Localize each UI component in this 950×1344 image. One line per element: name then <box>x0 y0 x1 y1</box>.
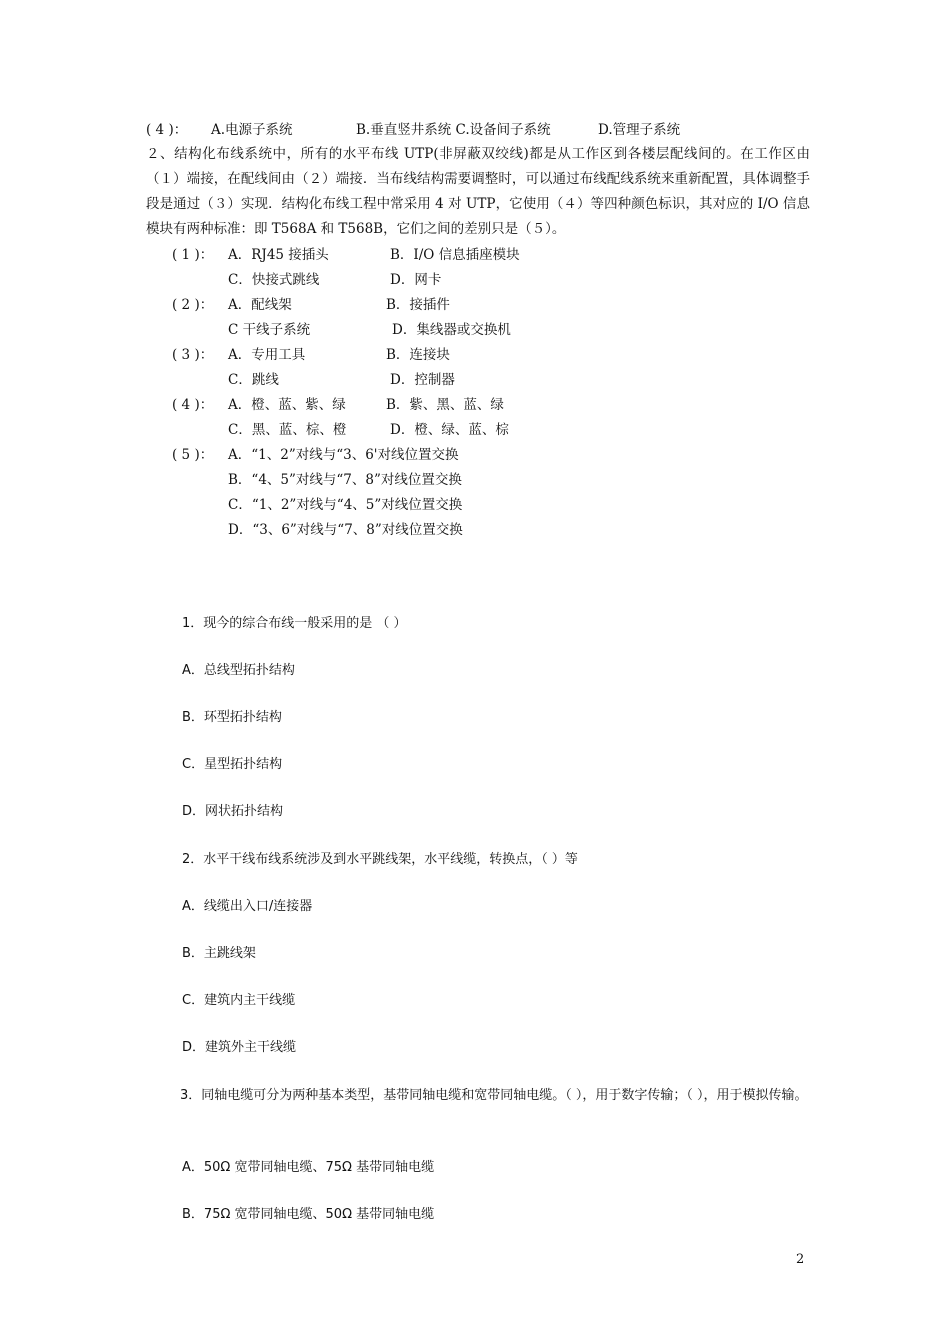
mc-question-1-option-b: B．环型拓扑结构 <box>182 710 282 725</box>
option-1-a: A．RJ45 接插头 <box>228 247 329 263</box>
mc-question-3-option-b: B．75Ω 宽带同轴电缆、50Ω 基带同轴电缆 <box>182 1207 435 1222</box>
mc-question-2-option-c: C．建筑内主干线缆 <box>182 993 296 1008</box>
mc-question-1-option-a: A．总线型拓扑结构 <box>182 663 295 678</box>
mc-question-2-option-d: D．建筑外主干线缆 <box>182 1040 297 1055</box>
option-2-b: B．接插件 <box>386 297 450 313</box>
mc-question-2-option-a: A．线缆出入口/连接器 <box>182 899 313 914</box>
option-label-2: ( 2 )： <box>172 297 214 313</box>
option-5-b: B．“4、5”对线与“7、8”对线位置交换 <box>228 472 462 488</box>
q4-option-bc-top: B.垂直竖井系统 C.设备间子系统 <box>356 122 551 138</box>
option-3-a: A．专用工具 <box>228 347 306 363</box>
option-5-c: C．“1、2”对线与“4、5”对线位置交换 <box>228 497 463 513</box>
option-1-b: B．I/O 信息插座模块 <box>390 247 520 263</box>
option-2-d: D．集线器或交换机 <box>392 322 511 338</box>
option-label-3: ( 3 )： <box>172 347 214 363</box>
option-3-b: B．连接块 <box>386 347 450 363</box>
mc-question-1-option-d: D．网状拓扑结构 <box>182 804 284 819</box>
option-3-d: D．控制器 <box>390 372 455 388</box>
question-2-paragraph: ２、结构化布线系统中，所有的水平布线 UTP(非屏蔽双绞线)都是从工作区到各楼层配线间的。在工作区由（１）端接，在配线间由（２）端接．当布线结构需要调整时，可以通过布线配线系统来重新配置，具体调整手段是通过（３）实现．结构化布线工程中常采用 4 对 UTP，它使用（４）等四种颜色标识，其对应的 I/O 信息模块有两种标准：即 T568A 和 T568B，它们之间的差别只是（５）。 <box>146 146 810 237</box>
option-label-1: ( 1 )： <box>172 247 214 263</box>
q4-label-top: ( 4 )： <box>146 122 188 138</box>
mc-question-1: 1．现今的综合布线一般采用的是 （ ） <box>182 616 407 631</box>
option-4-c: C．黑、蓝、棕、橙 <box>228 422 347 438</box>
mc-question-3-option-a: A．50Ω 宽带同轴电缆、75Ω 基带同轴电缆 <box>182 1160 435 1175</box>
option-3-c: C．跳线 <box>228 372 279 388</box>
mc-question-1-option-c: C．星型拓扑结构 <box>182 757 283 772</box>
option-5-d: D．“3、6”对线与“7、8”对线位置交换 <box>228 522 463 538</box>
option-label-5: ( 5 )： <box>172 447 214 463</box>
option-2-a: A．配线架 <box>228 297 292 313</box>
mc-question-2-option-b: B．主跳线架 <box>182 946 256 961</box>
mc-question-3: 3．同轴电缆可分为两种基本类型，基带同轴电缆和宽带同轴电缆。（ ），用于数字传输；（ ），用于模拟传输。 <box>180 1088 808 1103</box>
q4-option-d-top: D.管理子系统 <box>598 122 681 138</box>
option-4-a: A．橙、蓝、紫、绿 <box>228 397 346 413</box>
option-4-d: D．橙、绿、蓝、棕 <box>390 422 509 438</box>
option-1-c: C．快接式跳线 <box>228 272 320 288</box>
option-2-c: C 干线子系统 <box>228 322 311 338</box>
q4-option-a-top: A.电源子系统 <box>211 122 293 138</box>
option-5-a: A．“1、2”对线与“3、6'对线位置交换 <box>228 447 459 463</box>
option-label-4: ( 4 )： <box>172 397 214 413</box>
page-number: 2 <box>796 1252 805 1267</box>
option-4-b: B．紫、黑、蓝、绿 <box>386 397 504 413</box>
option-1-d: D．网卡 <box>390 272 442 288</box>
mc-question-2: 2．水平干线布线系统涉及到水平跳线架，水平线缆，转换点，（ ）等 <box>182 852 578 867</box>
